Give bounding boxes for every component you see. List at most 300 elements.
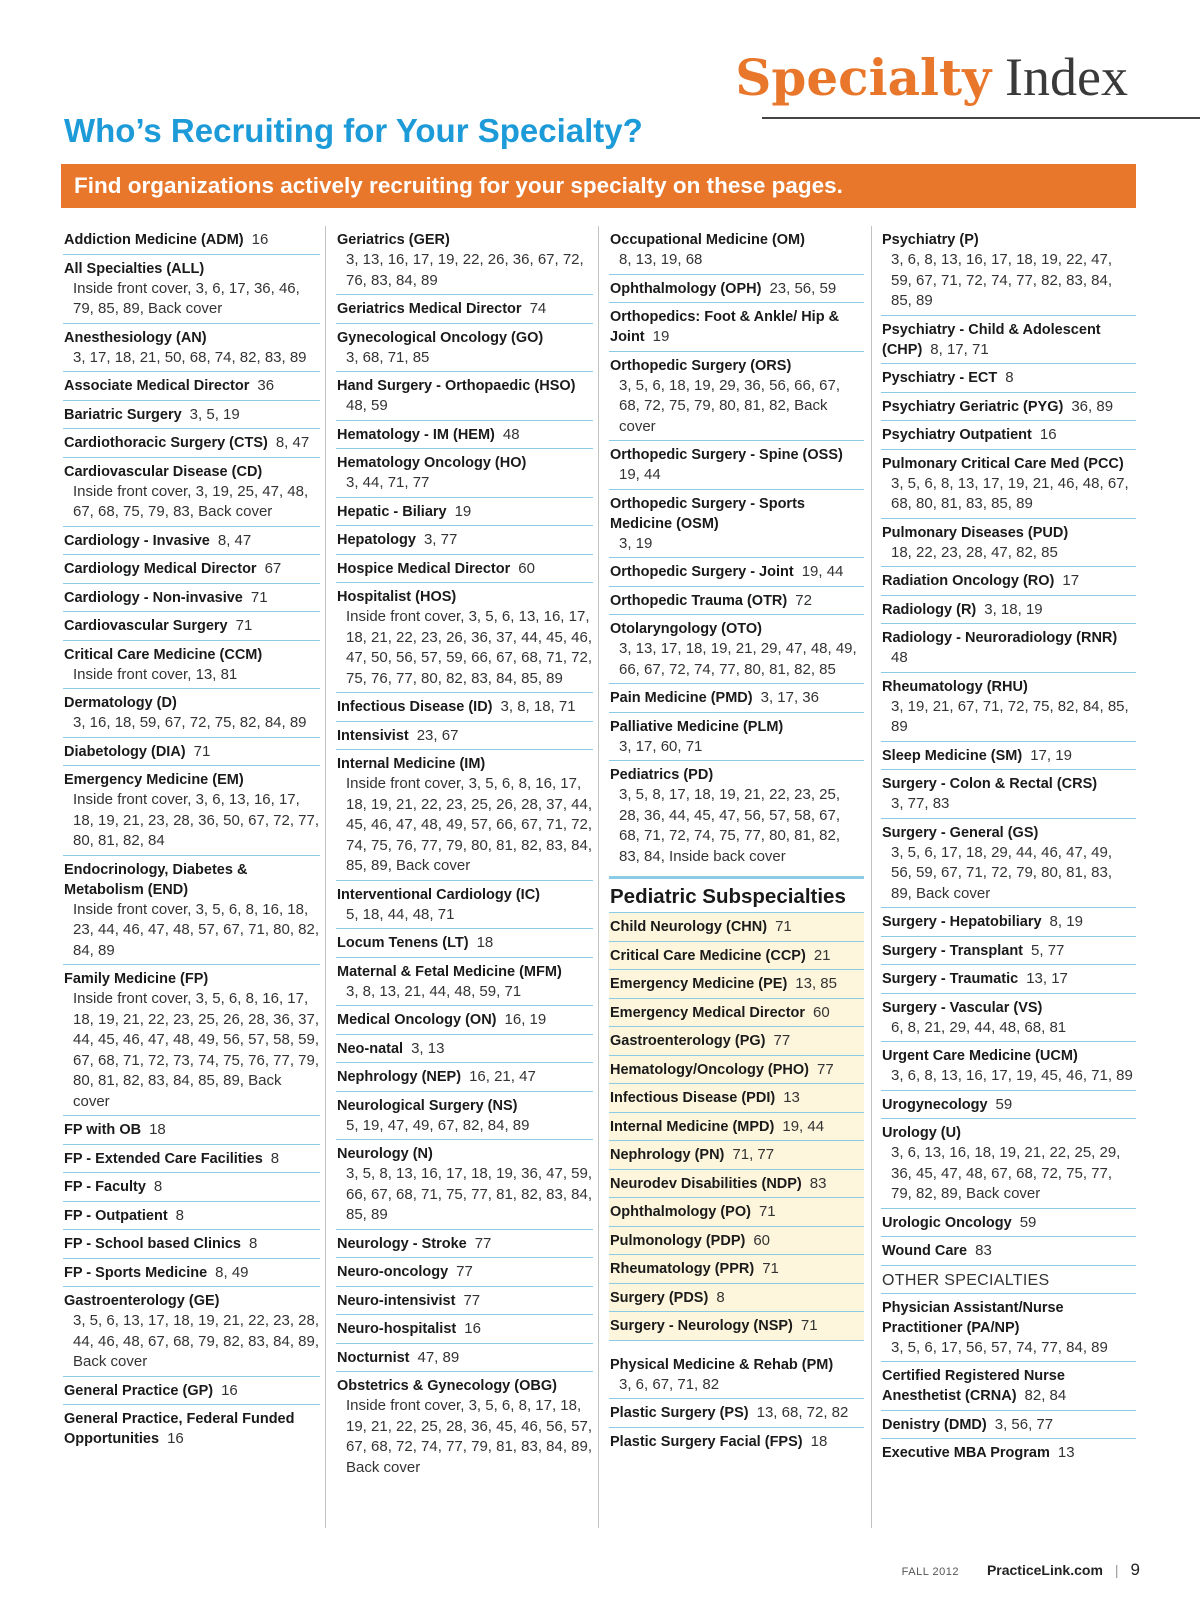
page-references: 3, 19, 21, 67, 71, 72, 75, 82, 84, 85, 89 (891, 697, 1129, 735)
index-entry (63, 641, 320, 690)
specialty-name: Pulmonary Diseases (PUD) (882, 524, 1069, 541)
index-entry (881, 908, 1136, 937)
specialty-name: Infectious Disease (ID) (337, 699, 493, 715)
index-entry (336, 1372, 593, 1481)
index-entry (609, 1351, 864, 1400)
specialty-name: Surgery - Colon & Rectal (CRS) (882, 776, 1098, 792)
index-entry (336, 929, 593, 958)
banner-text: Find organizations actively recruiting for your specialty on these pages. (74, 173, 843, 198)
specialty-name: Sleep Medicine (SM) (882, 747, 1023, 764)
index-entry (63, 1145, 320, 1174)
page-references: 60 (518, 559, 535, 577)
specialty-name: Family Medicine (FP) (64, 971, 209, 987)
page-references: 8, 47 (217, 531, 252, 549)
section-brand (735, 47, 1128, 107)
specialty-name: Interventional Cardiology (IC) (337, 886, 541, 903)
specialty-name: Pediatrics (PD) (610, 767, 714, 783)
page-references: Inside front cover, 3, 5, 6, 8, 16, 18, 23, 44, 46, 47, 48, 57, 67, 71, 80, 82, 84, 89 (73, 900, 320, 959)
page-references: Inside front cover, 3, 6, 13, 16, 17, 18, 19, 21, 23, 28, 36, 50, 67, 72, 77, 80, 81, 82, 84 (73, 791, 320, 849)
page-references: 19 (652, 328, 670, 345)
index-entry (609, 1428, 864, 1456)
footer-separator: | (1114, 1562, 1119, 1578)
page-references: 8 (153, 1178, 163, 1195)
page-references: 3, 5, 19 (189, 405, 240, 423)
page-references: 3, 44, 71, 77 (346, 474, 430, 491)
index-entry (336, 1287, 593, 1316)
specialty-name: FP - Extended Care Facilities (64, 1150, 263, 1167)
specialty-name: Surgery - Traumatic (882, 971, 1019, 987)
page-references: Inside front cover, 3, 19, 25, 47, 48, 67, 68, 75, 79, 83, Back cover (73, 482, 309, 520)
specialty-name: Neuro-intensivist (337, 1292, 456, 1309)
index-entry (881, 819, 1136, 909)
page-references: 3, 5, 8, 13, 16, 17, 18, 19, 36, 47, 59, 66, 67, 68, 71, 75, 77, 81, 82, 83, 84, 85, 89 (346, 1165, 593, 1223)
page-number: 9 (1130, 1560, 1140, 1579)
specialty-name: FP - Outpatient (64, 1207, 168, 1224)
instruction-banner (61, 164, 1136, 208)
index-entry (63, 458, 320, 527)
specialty-name: Plastic Surgery (PS) (610, 1405, 749, 1421)
specialty-name: Gynecological Oncology (GO) (337, 329, 544, 346)
page-references: 3, 19 (619, 534, 653, 552)
specialty-name: Rheumatology (RHU) (882, 678, 1028, 695)
index-entry (881, 316, 1136, 365)
page-references: 18 (149, 1121, 166, 1138)
page-references: Inside front cover, 13, 81 (73, 665, 238, 683)
page-references: 77 (817, 1060, 834, 1078)
page-references: 23, 56, 59 (769, 279, 837, 297)
index-entry (336, 421, 593, 450)
specialty-name: Otolaryngology (OTO) (610, 621, 762, 637)
other-specialties-heading: OTHER SPECIALTIES (881, 1266, 1136, 1294)
page-references: 3, 8, 13, 21, 44, 48, 59, 71 (346, 982, 522, 1000)
site-link[interactable]: PracticeLink.com (986, 1562, 1103, 1578)
specialty-name: Wound Care (882, 1243, 968, 1259)
specialty-name: Psychiatry - Child & Adolescent (CHP) (882, 321, 1101, 358)
index-entry (881, 770, 1136, 819)
page-references: 3, 17, 60, 71 (619, 737, 703, 755)
page-references: 3, 17, 18, 21, 50, 68, 74, 82, 83, 89 (73, 348, 307, 366)
page-references: 72 (795, 591, 812, 609)
page-references: 60 (813, 1003, 830, 1021)
index-entry (881, 450, 1136, 519)
page-references: 13, 68, 72, 82 (756, 1404, 849, 1421)
page-references: 8, 17, 71 (930, 340, 989, 358)
index-entry (336, 750, 593, 881)
page-references: 60 (753, 1231, 771, 1249)
page-references: 13 (783, 1089, 800, 1106)
page-references: 71 (235, 617, 253, 634)
issue-label: FALL 2012 (901, 1566, 959, 1578)
specialty-name: Cardiovascular Surgery (64, 618, 228, 634)
specialty-name: Intensivist (337, 727, 409, 744)
specialty-name: Nocturnist (337, 1349, 410, 1366)
pediatric-subspecialties-group (609, 913, 864, 1341)
page-references: 71 (762, 1260, 779, 1277)
page-references: 3, 6, 67, 71, 82 (619, 1375, 720, 1393)
specialty-name: Surgery - Transplant (882, 942, 1024, 959)
specialty-name: Psychiatry (P) (882, 232, 979, 248)
specialty-name: Neuro-oncology (337, 1264, 449, 1280)
index-entry (881, 937, 1136, 966)
specialty-name: Executive MBA Program (882, 1445, 1050, 1461)
page-references: 71 (758, 1203, 776, 1220)
index-entry (336, 372, 593, 421)
index-entry (63, 1230, 320, 1259)
index-entry (609, 275, 864, 304)
specialty-name: Orthopedic Trauma (OTR) (610, 592, 788, 609)
specialty-name: Psychiatry Outpatient (882, 427, 1032, 443)
page-references: 3, 5, 6, 17, 56, 57, 74, 77, 84, 89 (891, 1338, 1108, 1356)
specialty-name: Hematology Oncology (HO) (337, 455, 527, 471)
page-headline: Who’s Recruiting for Your Specialty? (64, 112, 643, 149)
specialty-name: Internal Medicine (MPD) (610, 1118, 775, 1135)
specialty-name: Physical Medicine & Rehab (PM) (610, 1356, 834, 1373)
specialty-name: Hematology/Oncology (PHO) (610, 1061, 809, 1078)
index-entry (609, 942, 864, 971)
page-references: 17 (1062, 572, 1080, 589)
page-references: 77 (463, 1291, 481, 1309)
page-references: 19 (454, 502, 472, 520)
specialty-name: Neo-natal (337, 1040, 404, 1057)
page-references: 48, 59 (346, 397, 388, 414)
specialty-name: All Specialties (ALL) (64, 260, 205, 277)
index-entry (609, 615, 864, 684)
page-references: 67 (264, 560, 282, 577)
index-entry (63, 324, 320, 373)
specialty-name: Critical Care Medicine (CCM) (64, 646, 263, 663)
index-entry (609, 441, 864, 490)
index-entry (881, 624, 1136, 673)
index-entry (881, 1119, 1136, 1209)
index-entry (881, 994, 1136, 1043)
specialty-name: Orthopedic Surgery (ORS) (610, 357, 792, 374)
specialty-name: Hospice Medical Director (337, 560, 511, 577)
index-entry (63, 372, 320, 401)
specialty-name: Nephrology (PN) (610, 1147, 725, 1163)
index-entry (336, 583, 593, 693)
specialty-name: Pyschiatry - ECT (882, 370, 998, 386)
page-references: 18 (476, 934, 494, 951)
page-references: 23, 67 (416, 726, 459, 744)
specialty-name: Hepatology (337, 532, 416, 548)
page-references: 3, 5, 8, 17, 18, 19, 21, 22, 23, 25, 28, 36, 44, 45, 47, 56, 57, 58, 67, 68, 71, 72, 74, 75, 77, 80, 81, 82, 83, 84, Inside back cover (619, 786, 841, 865)
index-entry (609, 558, 864, 587)
index-entry (609, 587, 864, 616)
index-entry (609, 226, 864, 275)
page-references: 36 (257, 377, 275, 394)
page-footer (902, 1560, 1140, 1580)
specialty-name: Hand Surgery - Orthopaedic (HSO) (337, 378, 576, 394)
page-references: 71 (250, 588, 268, 606)
specialty-name: Pain Medicine (PMD) (610, 690, 753, 706)
index-entry (609, 1227, 864, 1256)
page-references: 71 (775, 918, 792, 935)
specialty-name: Locum Tenens (LT) (337, 935, 469, 951)
index-entry (336, 1258, 593, 1287)
specialty-name: Child Neurology (CHN) (610, 919, 768, 935)
specialty-name: Plastic Surgery Facial (FPS) (610, 1433, 803, 1450)
page-references: 3, 16, 18, 59, 67, 72, 75, 82, 84, 89 (73, 714, 307, 731)
page-references: 82, 84 (1024, 1387, 1067, 1404)
page-references: 8, 13, 19, 68 (619, 251, 703, 268)
specialty-name: Hospitalist (HOS) (337, 589, 457, 605)
page-references: 5, 18, 44, 48, 71 (346, 905, 455, 923)
page-references: 3, 77 (423, 531, 458, 548)
index-entry (336, 226, 593, 295)
page-references: Inside front cover, 3, 5, 6, 8, 17, 18, 19, 21, 22, 25, 28, 36, 45, 46, 56, 57, 67, 68, 72, 74, 77, 79, 81, 83, 84, 89, Back cover (346, 1397, 593, 1476)
page-references: 3, 5, 6, 8, 13, 17, 19, 21, 46, 48, 67, 68, 80, 81, 83, 85, 89 (891, 474, 1129, 512)
index-entry (881, 673, 1136, 742)
specialty-name: Cardiovascular Disease (CD) (64, 463, 263, 480)
index-entry (881, 1411, 1136, 1440)
page-references: 3, 17, 36 (760, 689, 819, 706)
page-references: Inside front cover, 3, 5, 6, 13, 16, 17, 18, 21, 22, 23, 26, 36, 37, 44, 45, 46, 47, 50, 56, 57, 59, 66, 67, 68, 71, 72, 75, 76, 77, 80, 82, 83, 84, 85, 89 (346, 608, 593, 687)
index-entry (63, 1405, 320, 1453)
index-entry (63, 1116, 320, 1145)
specialty-name: Dermatology (D) (64, 695, 177, 711)
page-references: 18 (810, 1432, 828, 1450)
index-entry (881, 226, 1136, 316)
index-entry (63, 1202, 320, 1231)
index-entry (336, 555, 593, 584)
page-references: 16 (221, 1381, 238, 1399)
index-entry (63, 401, 320, 430)
page-references: 8, 49 (215, 1263, 249, 1281)
specialty-name: Neuro-hospitalist (337, 1321, 457, 1337)
specialty-name: Addiction Medicine (ADM) (64, 232, 244, 248)
index-entry (336, 958, 593, 1007)
specialty-name: Hepatic - Biliary (337, 503, 447, 520)
specialty-name: Emergency Medical Director (610, 1004, 806, 1021)
index-continued (609, 1351, 864, 1456)
index-entry (609, 970, 864, 999)
page-references: 8 (249, 1235, 258, 1252)
specialty-name: Surgery - General (GS) (882, 824, 1039, 841)
index-entry (336, 449, 593, 498)
page-references: 74 (529, 300, 547, 317)
specialty-name: Surgery (PDS) (610, 1289, 709, 1306)
page-references: 71, 77 (732, 1146, 775, 1163)
index-entry (63, 1173, 320, 1202)
page-references: 8 (716, 1288, 725, 1306)
index-entry (63, 856, 320, 966)
page-references: 3, 68, 71, 85 (346, 348, 430, 366)
page-references: 3, 5, 6, 13, 17, 18, 19, 21, 22, 23, 28, 44, 46, 48, 67, 68, 79, 82, 83, 84, 89, Back cover (73, 1312, 320, 1370)
page-references: 71 (193, 742, 211, 760)
specialty-name: Neurodev Disabilities (NDP) (610, 1175, 802, 1192)
page-references: 13, 17 (1026, 970, 1068, 987)
specialty-name: Bariatric Surgery (64, 406, 182, 423)
page-references: 3, 6, 8, 13, 16, 17, 18, 19, 22, 47, 59, 67, 71, 72, 74, 77, 82, 83, 84, 85, 89 (891, 251, 1113, 309)
index-entry (881, 1294, 1136, 1363)
page-references: 3, 8, 18, 71 (500, 698, 576, 715)
specialty-name: Physician Assistant/Nurse Practitioner (PA/NP) (882, 1299, 1064, 1336)
specialty-name: Urogynecology (882, 1096, 988, 1113)
index-entry (881, 1209, 1136, 1238)
specialty-name: Orthopedic Surgery - Spine (OSS) (610, 447, 843, 463)
page-references: 16 (464, 1320, 481, 1337)
index-entry (609, 1284, 864, 1313)
index-entry (336, 295, 593, 324)
column-divider (325, 226, 326, 1528)
page-references: 8 (1005, 369, 1014, 386)
page-references: 16, 19 (504, 1011, 547, 1028)
index-entry (63, 965, 320, 1116)
index-entry (881, 1091, 1136, 1120)
page-references: 77 (456, 1263, 473, 1280)
page-references: 19, 44 (782, 1117, 825, 1135)
page-references: Inside front cover, 3, 5, 6, 8, 16, 17, 18, 19, 21, 22, 23, 25, 26, 28, 37, 44, 45, 46, 47, 48, 49, 57, 66, 67, 71, 72, 74, 75, 76, 77, 79, 80, 81, 82, 83, 84, 85, 89, Back cover (346, 775, 593, 874)
page-references: 16, 21, 47 (469, 1068, 536, 1085)
index-entry (63, 766, 320, 856)
specialty-name: Associate Medical Director (64, 378, 250, 394)
index-entry (336, 722, 593, 751)
page-references: 3, 77, 83 (891, 795, 950, 812)
page-references: 47, 89 (417, 1348, 460, 1366)
specialty-name: Obstetrics & Gynecology (OBG) (337, 1378, 557, 1394)
page-references: 5, 19, 47, 49, 67, 82, 84, 89 (346, 1116, 530, 1134)
index-entry (336, 693, 593, 722)
page-references: 8 (270, 1149, 280, 1167)
specialty-name: Certified Registered Nurse Anesthetist (CRNA) (882, 1368, 1065, 1404)
page-references: 16 (167, 1430, 184, 1447)
specialty-name: Denistry (DMD) (882, 1416, 987, 1433)
index-entry (336, 881, 593, 930)
specialty-name: Gastroenterology (GE) (64, 1293, 220, 1309)
specialty-name: Radiology - Neuroradiology (RNR) (882, 630, 1118, 646)
index-entry (609, 352, 864, 442)
index-entry (609, 1141, 864, 1170)
specialty-name: Gastroenterology (PG) (610, 1033, 766, 1049)
specialty-name: Geriatrics Medical Director (337, 301, 522, 317)
page-references: 21 (813, 946, 831, 964)
page-references: 6, 8, 21, 29, 44, 48, 68, 81 (891, 1018, 1067, 1036)
index-entry (63, 555, 320, 584)
specialty-name: FP - School based Clinics (64, 1236, 241, 1252)
specialty-name: Endocrinology, Diabetes & Metabolism (END) (64, 861, 248, 898)
specialty-name: Radiation Oncology (RO) (882, 573, 1055, 589)
specialty-name: Pulmonary Critical Care Med (PCC) (882, 455, 1124, 472)
specialty-name: Cardiology - Non-invasive (64, 589, 243, 606)
specialty-name: Occupational Medicine (OM) (610, 232, 805, 248)
specialty-name: Ophthalmology (OPH) (610, 280, 762, 297)
page-references: 71 (800, 1317, 818, 1334)
page-references: 8 (175, 1206, 184, 1224)
specialty-name: Neurology - Stroke (337, 1235, 467, 1252)
index-entry (881, 364, 1136, 393)
specialty-name: Emergency Medicine (PE) (610, 976, 788, 992)
index-entry (881, 1362, 1136, 1411)
index-entry (609, 713, 864, 762)
index-entry (63, 429, 320, 458)
page-references: 17, 19 (1030, 746, 1072, 764)
index-entry (881, 421, 1136, 450)
index-entry (609, 1084, 864, 1113)
index-entry (63, 1287, 320, 1377)
specialty-name: Anesthesiology (AN) (64, 329, 207, 346)
index-entry (609, 303, 864, 352)
specialty-name: Orthopedic Surgery - Sports Medicine (OSM) (610, 495, 805, 532)
page-references: 16 (1039, 426, 1057, 443)
page-references: 19, 44 (801, 563, 844, 580)
index-entry (881, 567, 1136, 596)
page-references: 36, 89 (1071, 397, 1114, 415)
specialty-name: Geriatrics (GER) (337, 232, 450, 248)
index-entry (336, 1315, 593, 1344)
index-entry (336, 1006, 593, 1035)
specialty-name: Maternal & Fetal Medicine (MFM) (337, 963, 562, 980)
brand-word-index: Index (1005, 47, 1128, 107)
specialty-name: Cardiology - Invasive (64, 532, 210, 549)
index-entry (63, 226, 320, 255)
specialty-name: Surgery - Hepatobiliary (882, 914, 1042, 930)
specialty-name: Pulmonology (PDP) (610, 1232, 746, 1249)
index-entry (336, 1344, 593, 1373)
pediatric-subspecialties-heading: Pediatric Subspecialties (609, 876, 864, 913)
page-references: 13 (1057, 1444, 1075, 1461)
specialty-name: Hematology - IM (HEM) (337, 426, 495, 443)
index-entry (609, 913, 864, 942)
index-entry (609, 1056, 864, 1085)
specialty-name: Orthopedics: Foot & Ankle/ Hip & Joint (610, 309, 840, 345)
specialty-name: Rheumatology (PPR) (610, 1261, 755, 1277)
page-references: 3, 56, 77 (994, 1415, 1054, 1433)
index-column-2 (336, 226, 593, 1481)
index-entry (881, 1237, 1136, 1266)
index-entry (609, 1027, 864, 1056)
index-entry (336, 1230, 593, 1259)
brand-underline (762, 117, 1200, 119)
specialty-name: General Practice, Federal Funded Opportunities (64, 1411, 295, 1447)
index-entry (336, 526, 593, 555)
specialty-name: Orthopedic Surgery - Joint (610, 564, 794, 580)
index-entry (63, 738, 320, 767)
specialty-name: Urgent Care Medicine (UCM) (882, 1048, 1078, 1064)
specialty-name: FP with OB (64, 1122, 142, 1138)
page-references: 48 (502, 425, 520, 443)
index-entry (336, 324, 593, 373)
specialty-name: Infectious Disease (PDI) (610, 1090, 776, 1106)
page-references: 3, 18, 19 (984, 600, 1043, 618)
index-entry (63, 255, 320, 324)
index-entry (609, 999, 864, 1028)
specialty-name: Nephrology (NEP) (337, 1069, 462, 1085)
specialty-name: FP - Faculty (64, 1179, 146, 1195)
specialty-name: Urologic Oncology (882, 1214, 1012, 1231)
brand-word-specialty: Specialty (735, 48, 992, 107)
index-entry (609, 1170, 864, 1199)
specialty-name: Neurology (N) (337, 1146, 433, 1162)
column-divider (598, 226, 599, 1528)
page-references: 5, 77 (1031, 941, 1065, 959)
specialty-name: Emergency Medicine (EM) (64, 772, 244, 788)
page-references: 3, 13, 16, 17, 19, 22, 26, 36, 67, 72, 76, 83, 84, 89 (346, 251, 584, 289)
index-entry (63, 1259, 320, 1288)
specialty-name: Surgery - Neurology (NSP) (610, 1318, 793, 1334)
page-references: 3, 13 (411, 1039, 445, 1057)
specialty-name: General Practice (GP) (64, 1382, 214, 1399)
page-references: 3, 13, 17, 18, 19, 21, 29, 47, 48, 49, 66, 67, 72, 74, 77, 80, 81, 82, 85 (619, 640, 857, 678)
page-references: 3, 6, 13, 16, 18, 19, 21, 22, 25, 29, 36, 45, 47, 48, 67, 68, 72, 75, 77, 79, 82, 89, Back cover (891, 1144, 1121, 1202)
index-entry (609, 1399, 864, 1428)
page-references: 83 (809, 1174, 827, 1192)
index-entry (63, 584, 320, 613)
specialty-name: Diabetology (DIA) (64, 743, 186, 760)
index-entry (881, 965, 1136, 994)
index-entry (609, 490, 864, 559)
specialty-name: Palliative Medicine (PLM) (610, 718, 784, 735)
specialty-name: Radiology (R) (882, 601, 977, 618)
